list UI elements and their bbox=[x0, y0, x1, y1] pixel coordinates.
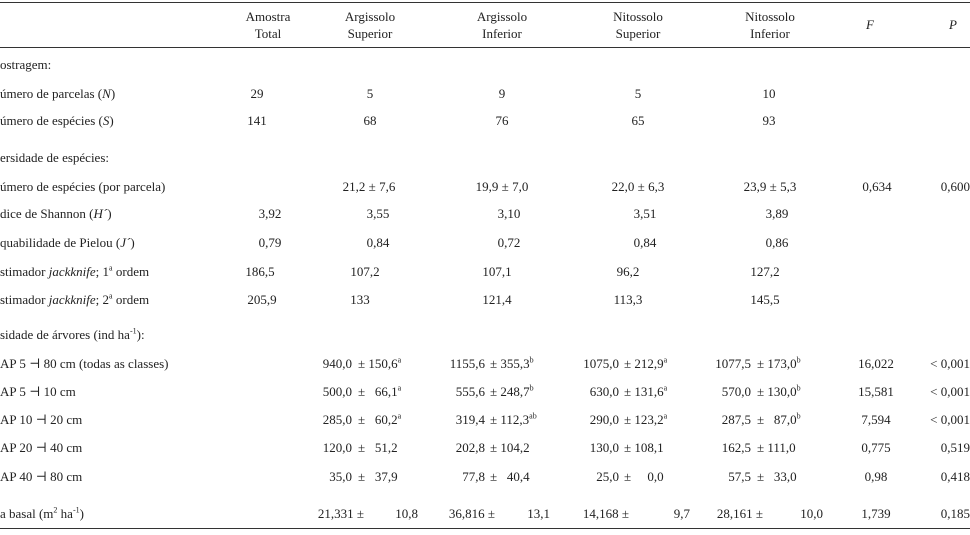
cell-sd bbox=[624, 356, 688, 372]
cell-f: 0,634 bbox=[862, 179, 892, 194]
cell-p: 0,519 bbox=[940, 440, 970, 455]
cell-value: 22,0 ± 6,3 bbox=[611, 179, 665, 194]
row-label-area-basal: a basal ($m^2$ $ha^{-1}$) bbox=[0, 505, 84, 521]
row-label-shannon: dice de Shannon (H´) bbox=[0, 206, 112, 221]
cell-sd bbox=[358, 440, 422, 456]
cell-sd bbox=[490, 440, 554, 456]
cell-value: 186,5 bbox=[245, 264, 275, 279]
col-header-argissolo-inferior: Argissolo Inferior bbox=[476, 9, 528, 41]
col-header-amostra: Amostra Total bbox=[245, 9, 291, 41]
section-diversidade: ersidade de espécies: bbox=[0, 150, 110, 165]
sd-text: ± 51,2 bbox=[358, 440, 398, 455]
cell-sd bbox=[490, 412, 554, 428]
sd-text: ± 0,0 bbox=[624, 469, 664, 484]
cell-value: 76 bbox=[495, 113, 509, 128]
sd-text: ± 60,2 bbox=[358, 412, 398, 427]
cell-value: 21,2 ± 7,6 bbox=[342, 179, 396, 194]
cell-mean: 21,331 ± bbox=[317, 506, 364, 521]
cell-value: 3,89 bbox=[765, 206, 789, 221]
significance-letter: a bbox=[663, 411, 668, 421]
cell-mean: 35,0 bbox=[329, 469, 352, 484]
cell-mean: 500,0 bbox=[322, 384, 352, 399]
cell-sd bbox=[757, 440, 821, 456]
cell-mean: 202,8 bbox=[455, 440, 485, 455]
cell-value: 0,72 bbox=[497, 235, 521, 250]
row-label-especies: úmero de espécies (S) bbox=[0, 113, 114, 128]
sd-text: ± 104,2 bbox=[490, 440, 530, 455]
cell-value: 127,2 bbox=[750, 264, 780, 279]
cell-sd: 9,7 bbox=[673, 506, 690, 521]
cell-sd: 10,0 bbox=[800, 506, 823, 521]
sd-text: ± 112,3 bbox=[490, 412, 530, 427]
cell-mean: 555,6 bbox=[455, 384, 485, 399]
sd-text: ± 108,1 bbox=[624, 440, 664, 455]
bottom-rule bbox=[0, 528, 970, 529]
cell-value: 93 bbox=[762, 113, 776, 128]
cell-sd bbox=[624, 412, 688, 428]
cell-value: 3,55 bbox=[366, 206, 390, 221]
sd-text: ± 111,0 bbox=[757, 440, 796, 455]
cell-sd bbox=[624, 384, 688, 400]
sd-text: ± 150,6 bbox=[358, 356, 398, 371]
cell-f: 7,594 bbox=[861, 412, 891, 427]
cell-mean: 570,0 bbox=[721, 384, 751, 399]
sd-text: ± 248,7 bbox=[490, 384, 530, 399]
cell-sd bbox=[490, 384, 554, 400]
cell-p: 0,418 bbox=[940, 469, 970, 484]
cell-mean: 25,0 bbox=[596, 469, 619, 484]
col-header-argissolo-superior: Argissolo Superior bbox=[344, 9, 396, 41]
cell-value: 96,2 bbox=[616, 264, 640, 279]
sd-text: ± 66,1 bbox=[358, 384, 398, 399]
row-label-dap-10-20: AP 10 ⊣ 20 cm bbox=[0, 412, 83, 427]
sd-text: ± 33,0 bbox=[757, 469, 797, 484]
cell-mean: 162,5 bbox=[721, 440, 751, 455]
cell-sd bbox=[624, 440, 688, 456]
cell-value: 23,9 ± 5,3 bbox=[743, 179, 797, 194]
significance-letter: a bbox=[397, 355, 402, 365]
cell-f: 1,739 bbox=[861, 506, 891, 521]
cell-sd bbox=[757, 356, 821, 372]
row-label-jackknife-2: stimador jackknife; 2$^a$ ordem bbox=[0, 291, 150, 307]
cell-mean: 14,168 ± bbox=[582, 506, 629, 521]
cell-mean: 57,5 bbox=[728, 469, 751, 484]
cell-sd bbox=[358, 356, 422, 372]
cell-sd bbox=[490, 356, 554, 372]
sd-text: ± 37,9 bbox=[358, 469, 398, 484]
col-header-nitossolo-superior: Nitossolo Superior bbox=[613, 9, 663, 41]
cell-value: 107,2 bbox=[350, 264, 380, 279]
cell-value: 29 bbox=[250, 86, 264, 101]
cell-f: 15,581 bbox=[858, 384, 894, 399]
cell-value: 3,10 bbox=[497, 206, 521, 221]
row-label-dap-20-40: AP 20 ⊣ 40 cm bbox=[0, 440, 83, 455]
cell-value: 133 bbox=[350, 292, 370, 307]
sd-text: ± 40,4 bbox=[490, 469, 530, 484]
cell-value: 121,4 bbox=[482, 292, 512, 307]
cell-f: 0,98 bbox=[864, 469, 888, 484]
cell-value: 3,51 bbox=[633, 206, 657, 221]
cell-mean: 290,0 bbox=[589, 412, 619, 427]
sd-text: ± 87,0 bbox=[757, 412, 797, 427]
cell-value: 0,84 bbox=[366, 235, 390, 250]
cell-mean: 1075,0 bbox=[583, 356, 619, 371]
cell-f: 0,775 bbox=[861, 440, 891, 455]
section-densidade: sidade de árvores (ind $ha^{-1}$): bbox=[0, 326, 145, 342]
cell-value: 205,9 bbox=[247, 292, 277, 307]
significance-letter: b bbox=[796, 411, 801, 421]
cell-value: 145,5 bbox=[750, 292, 780, 307]
sd-text: ± 173,0 bbox=[757, 356, 797, 371]
cell-mean: 285,0 bbox=[322, 412, 352, 427]
sd-text: ± 130,0 bbox=[757, 384, 797, 399]
cell-p: 0,600 bbox=[940, 179, 970, 194]
row-label-parcelas: úmero de parcelas (N) bbox=[0, 86, 116, 101]
row-label-especies-por-parcela: úmero de espécies (por parcela) bbox=[0, 179, 166, 194]
cell-value: 107,1 bbox=[482, 264, 512, 279]
cell-sd bbox=[624, 469, 688, 485]
sd-text: ± 355,3 bbox=[490, 356, 530, 371]
header-rule bbox=[0, 47, 970, 48]
significance-letter: a bbox=[397, 411, 402, 421]
col-header-nitossolo-inferior: Nitossolo Inferior bbox=[745, 9, 795, 41]
cell-value: 113,3 bbox=[613, 292, 643, 307]
significance-letter: a bbox=[397, 383, 402, 393]
cell-sd bbox=[358, 384, 422, 400]
row-label-pielou: quabilidade de Pielou (J´) bbox=[0, 235, 135, 250]
cell-value: 5 bbox=[366, 86, 374, 101]
cell-mean: 287,5 bbox=[721, 412, 751, 427]
cell-sd bbox=[757, 412, 821, 428]
cell-value: 141 bbox=[247, 113, 267, 128]
cell-f: 16,022 bbox=[858, 356, 894, 371]
sd-text: ± 131,6 bbox=[624, 384, 664, 399]
significance-letter: b bbox=[529, 383, 534, 393]
cell-mean: 28,161 ± bbox=[716, 506, 763, 521]
cell-mean: 319,4 bbox=[455, 412, 485, 427]
cell-value: 0,79 bbox=[258, 235, 282, 250]
significance-letter: a bbox=[663, 355, 668, 365]
cell-value: 19,9 ± 7,0 bbox=[475, 179, 529, 194]
cell-mean: 1077,5 bbox=[715, 356, 751, 371]
cell-mean: 120,0 bbox=[322, 440, 352, 455]
cell-sd: 13,1 bbox=[527, 506, 550, 521]
cell-mean: 130,0 bbox=[589, 440, 619, 455]
cell-sd bbox=[490, 469, 554, 485]
section-amostragem: ostragem: bbox=[0, 57, 52, 72]
significance-letter: b bbox=[796, 383, 801, 393]
cell-value: 68 bbox=[363, 113, 377, 128]
cell-value: 3,92 bbox=[258, 206, 282, 221]
cell-value: 0,86 bbox=[765, 235, 789, 250]
row-label-dap-5-10: AP 5 ⊣ 10 cm bbox=[0, 384, 76, 399]
row-label-dap-all: AP 5 ⊣ 80 cm (todas as classes) bbox=[0, 356, 169, 371]
cell-sd bbox=[757, 469, 821, 485]
cell-mean: 940,0 bbox=[322, 356, 352, 371]
cell-sd: 10,8 bbox=[395, 506, 418, 521]
cell-value: 9 bbox=[498, 86, 506, 101]
cell-sd bbox=[358, 469, 422, 485]
row-label-jackknife-1: stimador jackknife; 1$^a$ ordem bbox=[0, 263, 150, 279]
cell-mean: 77,8 bbox=[462, 469, 485, 484]
sd-text: ± 123,2 bbox=[624, 412, 664, 427]
significance-letter: b bbox=[529, 355, 534, 365]
significance-letter: ab bbox=[529, 411, 537, 421]
cell-mean: 630,0 bbox=[589, 384, 619, 399]
cell-mean: 1155,6 bbox=[449, 356, 485, 371]
col-header-f: F bbox=[866, 17, 874, 32]
cell-value: 0,84 bbox=[633, 235, 657, 250]
cell-value: 5 bbox=[634, 86, 642, 101]
col-header-p: P bbox=[949, 17, 957, 32]
row-label-dap-40-80: AP 40 ⊣ 80 cm bbox=[0, 469, 83, 484]
significance-letter: a bbox=[663, 383, 668, 393]
cell-p: 0,185 bbox=[940, 506, 970, 521]
cell-value: 10 bbox=[762, 86, 776, 101]
cell-p: < 0,001 bbox=[930, 384, 970, 399]
top-rule bbox=[0, 2, 970, 3]
cell-sd bbox=[358, 412, 422, 428]
cell-p: < 0,001 bbox=[930, 356, 970, 371]
cell-sd bbox=[757, 384, 821, 400]
cell-value: 65 bbox=[631, 113, 645, 128]
significance-letter: b bbox=[796, 355, 801, 365]
cell-p: < 0,001 bbox=[930, 412, 970, 427]
cell-mean: 36,816 ± bbox=[448, 506, 495, 521]
sd-text: ± 212,9 bbox=[624, 356, 664, 371]
